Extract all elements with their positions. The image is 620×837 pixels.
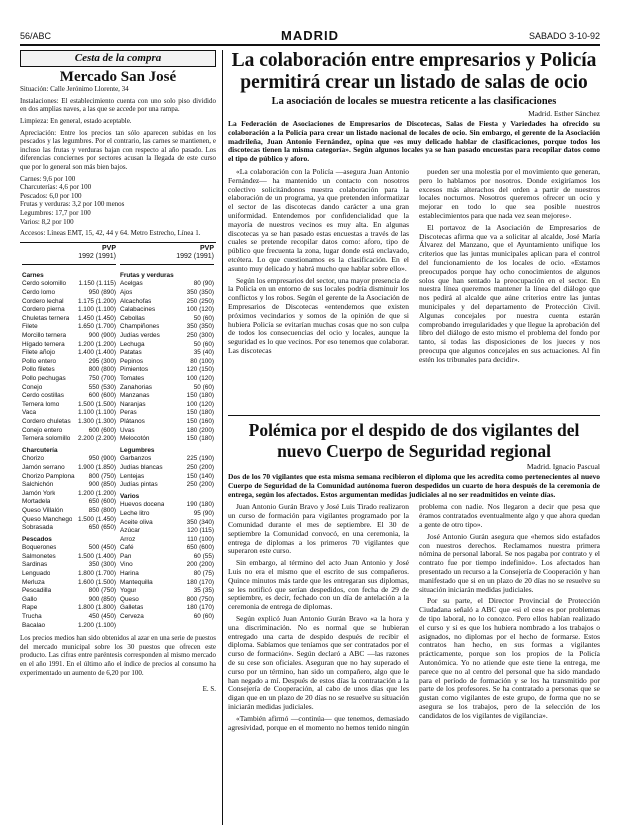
price-item-value: 150 (180) <box>186 409 214 417</box>
price-row <box>22 622 116 631</box>
price-row <box>22 498 116 507</box>
price-item-value: 1.400 (1.400) <box>77 349 116 357</box>
market-assessment: Apreciación: Entre los precios tan sólo aparecen subidas en los pescados y las legumbres. Por el contrario, las carnes se mantienen, e incluso las frutas y verduras bajan con respecto al año pasado. Los diferencias conciernes por sectores acusan la llegada de este curso que por lo general son más bien bajos. <box>20 128 216 171</box>
price-item-name: Vino <box>120 561 133 569</box>
column-rule <box>222 50 223 825</box>
price-item-name: Salmonetes <box>22 552 56 560</box>
price-item-name: Cerdo lomo <box>22 289 56 297</box>
price-section-title: Legumbres <box>120 446 155 454</box>
price-row <box>120 401 214 410</box>
price-section-title: Carnes <box>22 271 44 279</box>
price-item-value: 180 (170) <box>186 604 214 612</box>
price-item-name: Plátanos <box>120 417 145 425</box>
price-item-name: Pescadilla <box>22 587 52 595</box>
price-item-name: Champiñones <box>120 323 160 331</box>
price-item-value: 1.900 (1.850) <box>77 463 116 471</box>
price-row <box>22 409 116 418</box>
article-paragraph: Según explicó Juan Antonio Gurán Bravo «a la hora y una discriminación. No es normal que se hubieran entregado una carta de despido después de recibir el diploma. Sabíamos que teníamos que ser contratados por el curso de formación». Según declaró a ABC —las razones de su cese son oficiales. Aseguran que no hay superado el curso por un término, han sido un compañero, algo que le han negado a mí. Después de estos días la contratación a la Consejería de Cooperación, al cabo de unos días que les digan que en un plazo de 20 días no se resuelve su situación iniciarán medidas judiciales. <box>228 613 409 711</box>
article-byline: Madrid. Ignacio Pascual <box>526 462 600 471</box>
price-item-name: Peras <box>120 409 137 417</box>
price-item-value: 225 (190) <box>186 455 214 463</box>
price-row <box>120 409 214 418</box>
price-item-value: 600 (600) <box>88 426 116 434</box>
price-row <box>22 315 116 324</box>
price-row <box>22 596 116 605</box>
market-cleanliness: Limpieza: En general, estado aceptable. <box>20 116 132 125</box>
price-row <box>22 516 116 525</box>
price-item-name: Sobrasada <box>22 524 53 532</box>
price-stats <box>20 175 216 227</box>
price-row <box>22 587 116 596</box>
stat-line: Varios: 8,2 por 100 <box>20 217 74 226</box>
price-section-title: Charcutería <box>22 446 58 454</box>
price-row <box>22 553 116 562</box>
price-item-name: Pan <box>120 552 132 560</box>
stat-line: Legumbres: 17,7 por 100 <box>20 208 91 217</box>
price-item-value: 1.800 (1.700) <box>77 570 116 578</box>
market-facilities: Instalaciones: El establecimiento cuenta con uno solo piso dividido en dos amplias naves, a las que se accede por una rampa. <box>20 96 216 114</box>
article-body <box>228 503 600 732</box>
price-row <box>120 366 214 375</box>
price-row <box>120 427 214 436</box>
price-item-value: 350 (300) <box>88 561 116 569</box>
price-row <box>120 392 214 401</box>
price-item-name: Mantequilla <box>120 578 153 586</box>
price-row <box>120 280 214 289</box>
price-row <box>120 315 214 324</box>
price-item-name: Cordero chuletas <box>22 417 71 425</box>
price-column-left <box>20 269 118 630</box>
article-title: La colaboración entre empresarios y Policía permitirá crear un listado de salas de ocio <box>231 50 597 93</box>
price-item-value: 850 (800) <box>88 506 116 514</box>
price-row <box>120 375 214 384</box>
sidebar-signature: E. S. <box>202 685 216 694</box>
price-item-name: Lechuga <box>120 340 145 348</box>
price-row <box>120 544 214 553</box>
price-row <box>22 455 116 464</box>
price-row <box>22 358 116 367</box>
main-articles <box>228 50 600 825</box>
price-item-value: 1.200 (1.200) <box>77 489 116 497</box>
article-divider <box>228 415 600 416</box>
price-item-value: 950 (890) <box>88 289 116 297</box>
price-item-name: Morcillo ternera <box>22 332 67 340</box>
price-item-value: 600 (600) <box>88 392 116 400</box>
price-item-name: Filete añojo <box>22 349 56 357</box>
price-item-value: 350 (340) <box>186 518 214 526</box>
price-row <box>22 366 116 375</box>
article-paragraph: «La colaboración con la Policía —asegura Juan Antonio Fernández— ha mantenido un contacto con nosotros colectivo solicitándonos nuestra colaboración para la elaboración de un programa, ya que pretenden informatizar el sector de las discotecas dando carácter a una gran uniformidad. Entendemos por confidencialidad que la mayoría de nuestros vecinos es muy alta. En algunas discotecas ya se han pasado estas encuestas a través de las cuales se pretende recopilar datos como: aforo, tipo de público que frecuenta la zona, lugar donde está enclavado, etcétera. Lo que cuestionamos es la clasificación. En el asunto muy delicado y habrá mucho que hablar sobre ello». <box>228 166 409 273</box>
price-row <box>120 332 214 341</box>
price-item-name: Bacalao <box>22 621 46 629</box>
price-item-value: 35 (35) <box>193 587 214 595</box>
price-item-name: Filete <box>22 323 38 331</box>
price-item-name: Queso Manchego <box>22 515 73 523</box>
price-row <box>120 604 214 613</box>
price-item-name: Gallo <box>22 595 37 603</box>
price-row <box>120 553 214 562</box>
price-item-name: Judías verdes <box>120 332 160 340</box>
price-section-title: Varios <box>120 492 140 500</box>
price-column-right <box>118 269 216 630</box>
price-item-value: 50 (60) <box>193 340 214 348</box>
years-label: 1992 (1991) <box>22 253 116 265</box>
market-access: Accesos: Líneas EMT, 15, 42, 44 y 64. Metro Estrecho, Línea 1. <box>20 229 201 238</box>
price-item-name: Alcachofas <box>120 297 152 305</box>
price-item-value: 35 (40) <box>193 349 214 357</box>
price-row <box>120 561 214 570</box>
price-item-name: Ajos <box>120 289 133 297</box>
price-row <box>22 561 116 570</box>
price-row <box>22 473 116 482</box>
page-header <box>20 28 600 46</box>
price-item-value: 750 (700) <box>88 375 116 382</box>
price-item-name: Pollo filetes <box>22 366 55 374</box>
price-row <box>22 401 116 410</box>
price-item-name: Chorizo Pamplona <box>22 472 75 480</box>
price-row <box>120 306 214 315</box>
price-item-value: 450 (450) <box>88 613 116 621</box>
price-row <box>120 596 214 605</box>
price-item-name: Ternera solomillo <box>22 435 71 443</box>
price-item-value: 800 (750) <box>88 587 116 595</box>
price-item-value: 100 (120) <box>186 375 214 382</box>
price-row <box>22 507 116 516</box>
price-item-value: 800 (800) <box>88 366 116 374</box>
price-item-name: Ternera lomo <box>22 400 60 408</box>
price-row <box>22 427 116 436</box>
market-location: Situación: Calle Jerónimo Llorente, 34 <box>20 85 129 94</box>
price-item-name: Calabacines <box>120 306 156 314</box>
price-item-name: Chorizo <box>22 455 45 463</box>
price-item-name: Conejo entero <box>22 426 63 434</box>
price-item-name: Jamón York <box>22 489 56 497</box>
article-security-guards <box>228 420 600 815</box>
article-lead: Dos de los 70 vigilantes que esta misma semana recibieron el diploma que les acredita como pertenecientes al nuevo Cuerpo de Seguridad de la Comunidad autónoma fueron despedidos un cuarto de hora después de la ceremonia de entrega, según los afectados. Estos argumentan medidas judiciales al no ser readmitidos en veinte días. <box>228 472 600 499</box>
price-item-name: Conejo <box>22 383 43 391</box>
price-row <box>22 570 116 579</box>
price-row <box>120 570 214 579</box>
price-item-name: Acelgas <box>120 280 143 288</box>
price-item-value: 1.200 (1.100) <box>77 621 116 629</box>
price-item-name: Cerveza <box>120 613 144 621</box>
price-row <box>22 341 116 350</box>
price-item-name: Cerdo costillas <box>22 392 64 400</box>
price-item-value: 1.300 (1.300) <box>77 417 116 425</box>
price-item-value: 150 (140) <box>186 472 214 480</box>
price-row <box>22 464 116 473</box>
price-row <box>120 510 214 519</box>
price-item-name: Sardinas <box>22 561 48 569</box>
price-row <box>120 435 214 444</box>
stat-line: Pescados: 6,0 por 100 <box>20 191 82 200</box>
price-row <box>120 501 214 510</box>
price-item-value: 1.450 (1.450) <box>77 314 116 322</box>
price-item-value: 180 (200) <box>186 426 214 434</box>
price-item-name: Lenguado <box>22 570 51 578</box>
article-police-collaboration <box>228 50 600 410</box>
price-item-value: 250 (250) <box>186 297 214 305</box>
price-item-name: Huevos docena <box>120 501 165 509</box>
price-item-value: 120 (115) <box>187 527 214 535</box>
price-row <box>22 613 116 622</box>
price-item-value: 1.600 (1.500) <box>77 578 116 586</box>
price-item-name: Patatas <box>120 349 142 357</box>
price-row <box>120 473 214 482</box>
price-item-name: Boquerones <box>22 544 57 552</box>
years-label: 1992 (1991) <box>120 253 214 265</box>
price-item-value: 950 (900) <box>88 455 116 463</box>
price-row <box>120 536 214 545</box>
price-item-name: Pollo pechugas <box>22 375 66 382</box>
price-row <box>120 323 214 332</box>
price-item-name: Cerdo solomillo <box>22 280 67 288</box>
price-item-value: 100 (120) <box>186 400 214 408</box>
page-date: SABADO 3-10-92 <box>528 31 600 41</box>
price-row <box>22 349 116 358</box>
price-row <box>120 587 214 596</box>
price-item-value: 60 (55) <box>193 552 214 560</box>
price-row <box>22 481 116 490</box>
price-row <box>120 418 214 427</box>
price-item-name: Trucha <box>22 613 42 621</box>
price-item-name: Rape <box>22 604 38 612</box>
price-item-value: 150 (160) <box>186 417 214 425</box>
price-row <box>22 384 116 393</box>
article-paragraph: Según los empresarios del sector, una mayor presencia de la Policía en un entorno de sus locales podría disminuir los conflictos y los robos. Según el gerente de la Asociación de Empresarios de Discotecas «entendemos que existen próximos vecindarios y somos de la opinión de que si hubiera Policía se evitarían muchas cosas que no son culpa de todos los consecuencias del ocio y locales, aunque la seguridad es lo que vecinos. Por eso tenemos que colaborar. Las discotecas <box>228 275 409 355</box>
price-item-name: Lentejas <box>120 472 145 480</box>
price-item-name: Judías pintas <box>120 481 158 489</box>
price-row <box>22 579 116 588</box>
price-item-value: 180 (170) <box>186 578 214 586</box>
pvp-label: PVP <box>101 244 116 252</box>
price-item-name: Yogur <box>120 587 137 595</box>
price-row <box>120 298 214 307</box>
price-row <box>22 375 116 384</box>
price-row <box>22 524 116 533</box>
price-row <box>120 349 214 358</box>
price-item-value: 250 (200) <box>186 481 214 489</box>
price-row <box>120 289 214 298</box>
price-item-value: 250 (200) <box>186 463 214 471</box>
price-item-name: Judías blancas <box>120 463 163 471</box>
price-item-name: Mortadela <box>22 498 51 506</box>
price-item-value: 1.500 (1.450) <box>77 515 116 523</box>
sidebar-box-title: Cesta de la compra <box>20 50 216 67</box>
price-item-value: 1.500 (1.500) <box>77 400 116 408</box>
price-row <box>120 481 214 490</box>
price-item-value: 110 (100) <box>187 535 214 543</box>
price-item-name: Queso <box>120 595 139 603</box>
price-item-name: Cordero pierna <box>22 306 65 314</box>
price-item-value: 350 (350) <box>186 289 214 297</box>
article-subtitle: La asociación de locales se muestra reticente a las clasificaciones <box>271 96 557 107</box>
price-item-value: 1.100 (1.100) <box>77 306 116 314</box>
market-title: Mercado San José <box>59 68 177 85</box>
price-row <box>120 455 214 464</box>
article-paragraph: José Antonio Gurán asegura que «hemos sido estafados con nuestros derechos. Reclamamos nuestra primera nómina de personal laboral. Se nos pagaba por contrato y el contrato fue por tiempo indefinido». Los afectados han presentado un recurso a la Consejería de Cooperación y han manifestado que si en un plazo de 20 días no se resuelve su situación iniciarán medidas judiciales. <box>419 531 600 594</box>
price-item-name: Vaca <box>22 409 37 417</box>
price-item-value: 1.800 (1.800) <box>77 604 116 612</box>
price-item-value: 800 (750) <box>88 472 116 480</box>
price-lists <box>20 269 216 630</box>
price-item-value: 1.650 (1.700) <box>77 323 116 331</box>
price-item-value: 80 (75) <box>193 570 214 578</box>
price-item-value: 1.175 (1.200) <box>77 297 116 305</box>
price-item-name: Jamón serrano <box>22 463 65 471</box>
article-paragraph: El portavoz de la Asociación de Empresarios de Discotecas afirma que va a solicitar al alcalde, José María Álvarez del Manzano, que el Ayuntamiento unifique los criterios que las juntas municipales aplican para el control del funcionamiento de los locales de ocio. «Estamos preocupados porque hay ocho conocimientos de algunos solos que han sentado la preocupación en el sector. En nuestra línea queremos mantener la línea del diálogo que nos pedirá al alcalde que aúne criterios entre las juntas municipales y del departamento de Protección Civil. Algunas concejales por nuestra cuenta estarán comprobando irregularidades y que llegue la aprobación del libro del diálogo de esto mismo el problema del fondo por tanto, si todas las disposiciones de los jueces y nos preocupa que algunos concejales en sus actuaciones. Al fin estén los tribunales para decidir». <box>419 222 600 364</box>
price-item-value: 200 (200) <box>186 561 214 569</box>
page-number: 56/ABC <box>20 31 52 41</box>
price-row <box>22 332 116 341</box>
pvp-label: PVP <box>199 244 214 252</box>
article-paragraph: Juan Antonio Gurán Bravo y José Luis Tirado realizaron un curso de formación para vigilantes programado por la Comunidad durante el mes de septiembre. El 30 de septiembre la Comunidad convocó, en una ceremonia, la entrega de diplomas a los primeros 70 vigilantes que superaron este curso. <box>228 502 409 556</box>
article-title: Polémica por el despido de dos vigilantes del nuevo Cuerpo de Seguridad regional <box>248 420 580 461</box>
price-item-value: 100 (120) <box>186 306 214 314</box>
price-item-name: Queso Villalón <box>22 506 64 514</box>
price-item-value: 2.200 (2.200) <box>77 435 116 443</box>
price-row <box>22 490 116 499</box>
article-paragraph: pueden ser una molestia por el movimiento que generan, pero lo hablamos por nosotros. Donde exigiríamos los excesos más alterachos del orden a partir de nuestros locales nocturnos. Nosotros queremos ofrecer un ocio y mejorar en todo lo que sea posible nuestros establecimientos para que nada vez sean mejores». <box>419 166 600 220</box>
price-item-value: 650 (600) <box>88 498 116 506</box>
price-item-value: 1.100 (1.100) <box>77 409 116 417</box>
price-row <box>22 604 116 613</box>
price-item-value: 50 (60) <box>193 383 214 391</box>
price-item-value: 550 (530) <box>88 383 116 391</box>
price-item-name: Galletas <box>120 604 144 612</box>
price-row <box>22 392 116 401</box>
price-item-name: Harina <box>120 570 139 578</box>
stat-line: Charcuterías: 4,6 por 100 <box>20 183 92 192</box>
price-item-value: 500 (450) <box>88 544 116 552</box>
price-item-value: 50 (60) <box>193 314 214 322</box>
price-row <box>22 280 116 289</box>
article-paragraph: Por su parte, el Director Provincial de Protección Ciudadana señaló a ABC que «si el cese es por problemas de tipo laboral, no lo conozco. Pero ellos habían realizado el curso y si es que los hubiera nombrado a los trabajos o asignados, no diplomas por el hecho de formarse. Estos contratos han hecho, en sus formas a vigilantes prácticamente, porque son los propios de la Policía Autonómica. Yo no atiende que este tiene la entrega, me parece que no al centro del personal que ha sido mandado para el período de formación y se los ha transmitido por parte de los profesores. Se ha contratado a personas que se gustan como vigilantes de este grupo, de forma que no se asegura se los trabajos, pero de la selección de los candidatos de los vigilantes de vigilancia». <box>419 596 600 720</box>
price-item-value: 900 (850) <box>88 595 116 603</box>
price-item-value: 350 (350) <box>186 323 214 331</box>
price-item-value: 190 (180) <box>186 501 214 509</box>
price-item-value: 120 (150) <box>186 366 214 374</box>
price-item-name: Manzanas <box>120 392 150 400</box>
price-item-value: 60 (60) <box>193 613 214 621</box>
price-item-value: 1.200 (1.200) <box>77 340 116 348</box>
price-row <box>120 341 214 350</box>
article-paragraph: Sin embargo, al término del acto Juan Antonio y José Luis no era el mismo que el escrito de sus compañeros. Quince minutos más tarde que les entregaran sus diplomas, se les notificó que serían despedidos, con fecha de 29 de septiembre, es decir, fechado con un día de antelación a la ceremonia de entrega de diplomas. <box>228 558 409 612</box>
price-item-value: 150 (180) <box>186 435 214 443</box>
price-item-name: Azúcar <box>120 527 140 535</box>
price-item-value: 80 (100) <box>190 357 214 365</box>
price-item-value: 900 (850) <box>88 481 116 489</box>
price-item-name: Zanahorias <box>120 383 152 391</box>
price-row <box>22 298 116 307</box>
price-item-name: Aceite oliva <box>120 518 153 526</box>
price-item-value: 650 (600) <box>186 544 214 552</box>
price-row <box>120 358 214 367</box>
price-row <box>22 418 116 427</box>
price-row <box>120 527 214 536</box>
price-item-value: 295 (300) <box>88 357 116 365</box>
price-item-value: 95 (90) <box>193 509 214 517</box>
price-item-name: Pimientos <box>120 366 149 374</box>
price-section-title: Frutas y verduras <box>120 271 174 279</box>
price-row <box>120 519 214 528</box>
price-row <box>22 435 116 444</box>
price-item-name: Chuletas ternera <box>22 314 70 322</box>
price-item-name: Pepinos <box>120 357 144 365</box>
price-row <box>22 306 116 315</box>
price-section-title: Pescados <box>22 535 52 543</box>
stat-line: Frutas y verduras: 3,2 por 100 menos <box>20 200 125 209</box>
price-item-name: Leche litro <box>120 509 150 517</box>
price-item-value: 650 (650) <box>88 524 116 532</box>
price-row <box>22 544 116 553</box>
shopping-basket-sidebar <box>20 50 216 825</box>
price-item-name: Naranjas <box>120 400 146 408</box>
article-lead: La Federación de Asociaciones de Empresarios de Discotecas, Salas de Fiesta y Variedades ha ofrecido su colaboración a la Policía para crear un listado nacional de locales de ocio. Sin embargo, el gerente de la Asociación madrileña, Juan Antonio Fernández, opina que «es muy delicado hablar de clasificaciones, porque todos los discotecas tienen la misma categoría». Según algunos locales ya se han pasado encuestas para recopilar datos como el tipo de público y aforo. <box>228 119 600 164</box>
article-body <box>228 168 600 365</box>
price-item-name: Salchichón <box>22 481 54 489</box>
price-item-name: Melocotón <box>120 435 150 443</box>
price-item-value: 800 (750) <box>186 595 214 603</box>
price-item-value: 80 (90) <box>193 280 214 288</box>
price-item-value: 1.150 (1.115) <box>78 280 116 288</box>
article-byline: Madrid. Esther Sánchez <box>528 109 600 118</box>
price-item-value: 1.500 (1.400) <box>77 552 116 560</box>
price-item-name: Cebollas <box>120 314 145 322</box>
price-item-value: 900 (900) <box>88 332 116 340</box>
article-paragraph: «También afirmó —continúa— que tenemos, demasiado agresividad, porque en el momento no hemos tenido ningún problema con nadie. Nos llegaron a decir que pesa que éramos contratados eventualmente algo y que ahora quedan a gente de otro tipo». <box>228 502 600 732</box>
stat-line: Carnes: 9,6 por 100 <box>20 174 76 183</box>
price-item-name: Hígado ternera <box>22 340 65 348</box>
price-row <box>22 323 116 332</box>
price-row <box>120 579 214 588</box>
price-item-value: 250 (300) <box>186 332 214 340</box>
price-row <box>22 289 116 298</box>
price-item-name: Uvas <box>120 426 135 434</box>
section-title: MADRID <box>281 28 339 43</box>
price-item-name: Pollo entero <box>22 357 57 365</box>
price-item-name: Tomates <box>120 375 145 382</box>
price-item-name: Arroz <box>120 535 136 543</box>
price-row <box>120 613 214 622</box>
price-item-name: Cordero lechal <box>22 297 64 305</box>
price-footnote: Los precios medios han sido obtenidos al azar en una serie de puestos del mercado municipal sobre los 30 puestos que ofrecen este producto. Las cifras entre paréntesis corresponden al mismo mercado en el año 1991. En el último año el índice de precios al consumo ha experimentado un aumento de 6,20 por 100. <box>20 634 216 677</box>
price-row <box>120 464 214 473</box>
price-item-name: Garbanzos <box>120 455 152 463</box>
price-header <box>20 242 216 269</box>
price-item-name: Café <box>120 544 134 552</box>
price-row <box>120 384 214 393</box>
price-item-name: Merluza <box>22 578 45 586</box>
price-item-value: 150 (180) <box>186 392 214 400</box>
